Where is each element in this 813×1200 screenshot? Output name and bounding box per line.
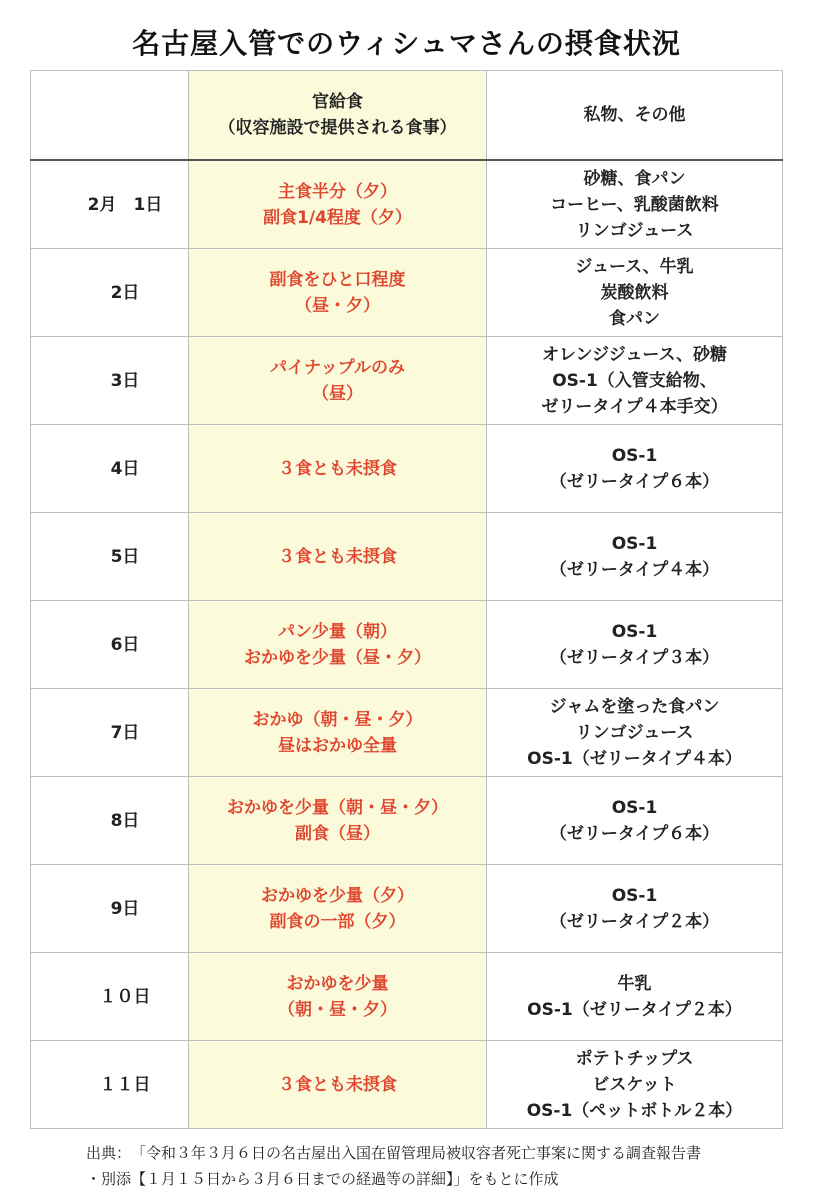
government-meal-cell — [189, 160, 487, 249]
private-items-cell — [487, 160, 783, 249]
private-items-cell — [487, 337, 783, 425]
header-private-items: 私物、その他 — [487, 71, 783, 161]
government-meal-line: ３食とも未摂食 — [278, 458, 397, 479]
private-item-line: OS-1 — [611, 621, 658, 642]
table-row — [31, 689, 783, 777]
private-items-cell — [487, 689, 783, 777]
date-cell — [31, 865, 189, 953]
government-meal-line: 昼はおかゆ全量 — [278, 735, 397, 756]
header-government-meal-note: （収容施設で提供される食事） — [218, 118, 457, 138]
private-items-cell — [487, 865, 783, 953]
date-cell — [31, 337, 189, 425]
government-meal-line: パイナップルのみ — [270, 357, 405, 378]
private-items-cell — [487, 1041, 783, 1129]
private-item-line: コーヒー、乳酸菌飲料 — [550, 194, 719, 215]
government-meal-line: おかゆ（朝・昼・夕） — [252, 709, 423, 730]
government-meal-line: おかゆを少量（朝・昼・夕） — [227, 797, 448, 818]
government-meal-cell — [189, 1041, 487, 1129]
date-label: 6日 — [110, 634, 140, 655]
table-header-row — [31, 71, 783, 161]
government-meal-line: 副食（昼） — [295, 823, 380, 844]
date-cell — [31, 513, 189, 601]
table-row — [31, 425, 783, 513]
table-row — [31, 777, 783, 865]
date-cell — [31, 777, 189, 865]
table-row — [31, 337, 783, 425]
private-item-line: OS-1 — [611, 533, 658, 554]
government-meal-line: おかゆを少量 — [286, 973, 389, 994]
private-item-line: （ゼリータイプ６本） — [549, 471, 720, 492]
private-items-cell — [487, 513, 783, 601]
government-meal-line: （朝・昼・夕） — [278, 999, 397, 1020]
private-item-line: OS-1（入管支給物、 — [552, 370, 717, 391]
private-item-line: ジャムを塗った食パン — [549, 696, 720, 717]
government-meal-line: 副食1/4程度（夕） — [263, 207, 412, 228]
private-item-line: OS-1 — [611, 885, 658, 906]
government-meal-cell — [189, 601, 487, 689]
government-meal-line: おかゆを少量（夕） — [261, 885, 414, 906]
government-meal-cell — [189, 777, 487, 865]
government-meal-line: ３食とも未摂食 — [278, 546, 397, 567]
table-row — [31, 865, 783, 953]
private-item-line: OS-1（ゼリータイプ４本） — [527, 748, 742, 769]
date-cell — [31, 689, 189, 777]
government-meal-cell — [189, 337, 487, 425]
government-meal-cell — [189, 249, 487, 337]
date-cell — [31, 160, 189, 249]
source-note — [86, 1140, 786, 1192]
government-meal-cell — [189, 865, 487, 953]
date-label: 5日 — [110, 546, 140, 567]
private-item-line: 炭酸飲料 — [600, 282, 669, 303]
header-date — [31, 71, 189, 161]
private-item-line: （ゼリータイプ６本） — [549, 823, 720, 844]
private-item-line: ジュース、牛乳 — [575, 256, 694, 277]
government-meal-line: 副食の一部（夕） — [269, 911, 406, 932]
table-row — [31, 513, 783, 601]
date-label: １０日 — [99, 986, 151, 1007]
private-item-line: OS-1 — [611, 445, 658, 466]
private-item-line: リンゴジュース — [575, 220, 694, 241]
date-label: 8日 — [110, 810, 140, 831]
table-row — [31, 601, 783, 689]
private-items-cell — [487, 425, 783, 513]
private-item-line: OS-1 — [611, 797, 658, 818]
private-item-line: ゼリータイプ４本手交） — [541, 396, 728, 417]
date-label: 2月 1日 — [87, 194, 163, 215]
date-label: 7日 — [110, 722, 140, 743]
date-label: １１日 — [99, 1074, 151, 1095]
private-item-line: オレンジジュース、砂糖 — [541, 344, 728, 365]
header-government-meal — [189, 71, 487, 161]
government-meal-line: ３食とも未摂食 — [278, 1074, 397, 1095]
private-item-line: リンゴジュース — [575, 722, 694, 743]
government-meal-line: 副食をひと口程度 — [269, 269, 406, 290]
government-meal-line: パン少量（朝） — [278, 621, 397, 642]
private-item-line: （ゼリータイプ４本） — [549, 559, 720, 580]
government-meal-cell — [189, 689, 487, 777]
private-item-line: （ゼリータイプ２本） — [549, 911, 720, 932]
page-title: 名古屋入管でのウィシュマさんの摂食状況 — [132, 27, 681, 60]
government-meal-line: （昼） — [312, 383, 363, 404]
private-item-line: OS-1（ゼリータイプ２本） — [527, 999, 742, 1020]
date-cell — [31, 1041, 189, 1129]
government-meal-cell — [189, 513, 487, 601]
date-label: 2日 — [110, 282, 140, 303]
private-items-cell — [487, 777, 783, 865]
date-label: 9日 — [110, 898, 140, 919]
government-meal-line: （昼・夕） — [295, 295, 380, 316]
table-row — [31, 160, 783, 249]
table-row — [31, 249, 783, 337]
private-item-line: （ゼリータイプ３本） — [549, 647, 720, 668]
government-meal-cell — [189, 953, 487, 1041]
private-items-cell — [487, 953, 783, 1041]
source-line-1: 出典： 「令和３年３月６日の名古屋出入国在留管理局被収容者死亡事案に関する調査報告書 — [86, 1144, 702, 1162]
government-meal-line: 主食半分（夕） — [278, 181, 397, 202]
private-item-line: ポテトチップス — [575, 1048, 694, 1069]
date-cell — [31, 953, 189, 1041]
private-items-cell — [487, 601, 783, 689]
date-cell — [31, 249, 189, 337]
intake-table-container — [30, 70, 782, 1129]
date-cell — [31, 601, 189, 689]
private-item-line: 食パン — [609, 308, 660, 329]
private-item-line: 牛乳 — [617, 973, 652, 994]
table-row — [31, 1041, 783, 1129]
government-meal-cell — [189, 425, 487, 513]
date-label: 4日 — [110, 458, 140, 479]
private-items-cell — [487, 249, 783, 337]
private-item-line: ビスケット — [592, 1074, 677, 1095]
date-cell — [31, 425, 189, 513]
private-item-line: 砂糖、食パン — [583, 168, 686, 189]
government-meal-line: おかゆを少量（昼・夕） — [244, 647, 431, 668]
private-item-line: OS-1（ペットボトル２本） — [526, 1100, 743, 1121]
date-label: 3日 — [110, 370, 140, 391]
source-line-2: ・別添【１月１５日から３月６日までの経過等の詳細】」をもとに作成 — [86, 1170, 559, 1188]
table-body — [31, 160, 783, 1129]
intake-table — [30, 70, 783, 1129]
table-row — [31, 953, 783, 1041]
header-government-meal-title: 官給食 — [312, 92, 363, 112]
